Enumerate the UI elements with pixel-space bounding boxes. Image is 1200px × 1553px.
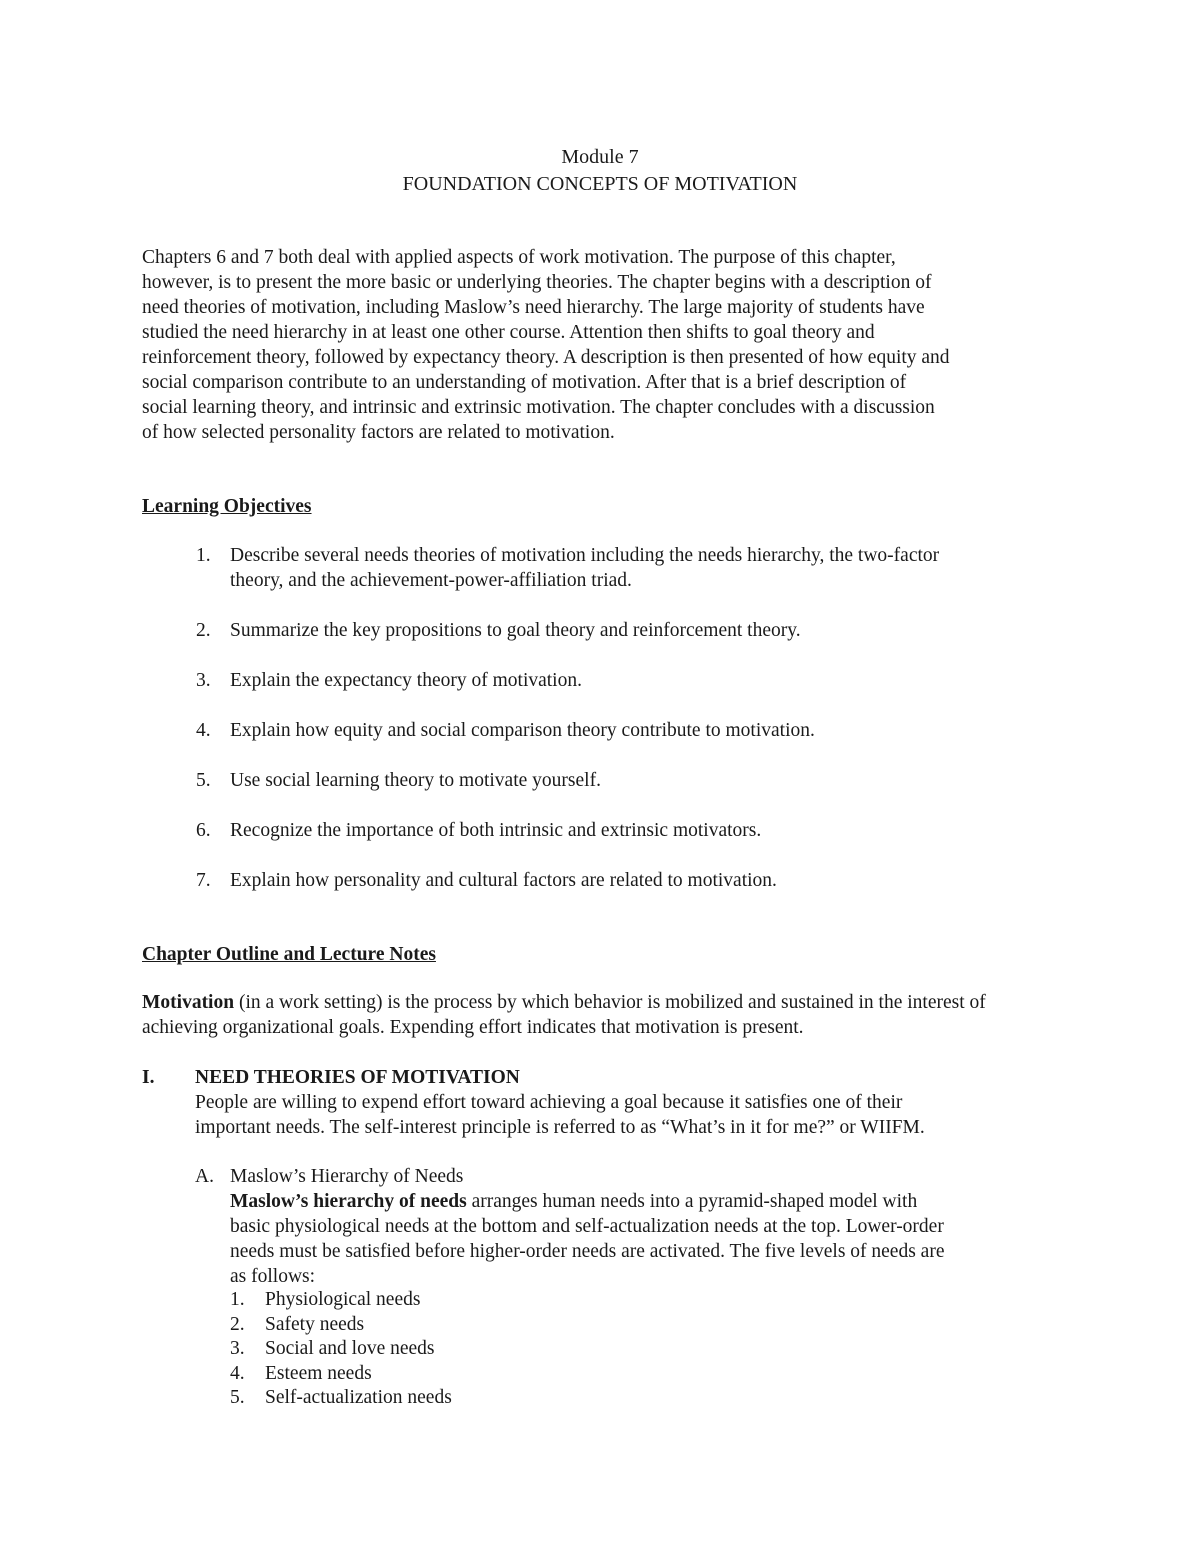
need-level-number: 5. [230,1387,245,1408]
need-level-text: Safety needs [265,1313,365,1335]
learning-objectives-heading: Learning Objectives [142,496,312,517]
objective-text: Summarize the key propositions to goal theory and reinforcement theory. [230,620,801,641]
objective-text: Explain the expectancy theory of motivation. [230,670,582,691]
objective-text: Explain how equity and social comparison theory contribute to motivation. [230,720,815,741]
need-level-item [230,1362,452,1387]
need-level-text: Self-actualization needs [265,1387,452,1408]
subsection-a-body [230,1189,1050,1289]
maslow-description: arranges human needs into a pyramid-shaped model with basic physiological needs at the bottom and self-actualization needs at the top. Lower-order needs must be satisfied before higher-order needs are activated. The five levels of needs are as follows: [230,1191,945,1287]
objective-item [142,618,1042,643]
motivation-definition [142,990,1042,1040]
objective-item [142,768,1042,793]
objective-number: 5. [196,770,211,791]
section-one-number: I. [142,1067,155,1088]
module-title: FOUNDATION CONCEPTS OF MOTIVATION [402,173,798,195]
motivation-term: Motivation [142,992,235,1013]
need-level-number: 1. [230,1289,245,1310]
objective-number: 3. [196,670,211,691]
learning-objectives-list [142,543,1042,918]
need-level-item [230,1313,452,1338]
section-one-body: People are willing to expend effort toward achieving a goal because it satisfies one of their important needs. The self-interest principle is referred to as “What’s in it for me?” or WIIFM. [195,1092,925,1138]
objective-text: Explain how personality and cultural factors are related to motivation. [230,870,777,891]
objective-number: 7. [196,870,211,891]
need-level-number: 2. [230,1313,245,1335]
need-level-number: 4. [230,1362,245,1384]
need-level-item [230,1386,452,1411]
objective-text: Describe several needs theories of motivation including the needs hierarchy, the two-factor theory, and the achievement-power-affiliation triad. [230,545,940,591]
module-number: Module 7 [561,146,639,168]
objective-text: Use social learning theory to motivate yourself. [230,770,601,791]
objective-item [142,868,1042,893]
need-level-text: Physiological needs [265,1289,421,1310]
needs-levels-list [230,1288,452,1411]
objective-item [142,543,1042,593]
objective-text: Recognize the importance of both intrinsic and extrinsic motivators. [230,820,762,841]
subsection-a-title: Maslow’s Hierarchy of Needs [230,1166,464,1187]
section-one-heading: NEED THEORIES OF MOTIVATION [195,1067,520,1088]
objective-item [142,818,1042,843]
need-level-item [230,1337,452,1362]
motivation-definition-text: (in a work setting) is the process by which behavior is mobilized and sustained in the interest of achieving organizational goals. Expending effort indicates that motivation is present. [142,992,986,1038]
subsection-a-letter: A. [195,1166,214,1187]
objective-number: 1. [196,545,211,566]
maslow-term: Maslow’s hierarchy of needs [230,1191,467,1212]
need-level-number: 3. [230,1338,245,1359]
chapter-outline-heading: Chapter Outline and Lecture Notes [142,944,436,965]
need-level-text: Social and love needs [265,1338,435,1359]
need-level-text: Esteem needs [265,1362,372,1384]
need-level-item [230,1288,452,1313]
intro-paragraph: Chapters 6 and 7 both deal with applied aspects of work motivation. The purpose of this chapter, however, is to present the more basic or underlying theories. The chapter begins with a description of need theories of motivation, including Maslow’s need hierarchy. The large majority of students have studied the need hierarchy in at least one other course. Attention then shifts to goal theory and reinforcement theory, followed by expectancy theory. A description is then presented of how equity and social comparison contribute to an understanding of motivation. After that is a brief description of social learning theory, and intrinsic and extrinsic motivation. The chapter concludes with a discussion of how selected personality factors are related to motivation. [142,247,950,443]
objective-number: 6. [196,820,211,841]
objective-item [142,668,1042,693]
objective-number: 4. [196,720,211,741]
objective-number: 2. [196,620,211,641]
objective-item [142,718,1042,743]
